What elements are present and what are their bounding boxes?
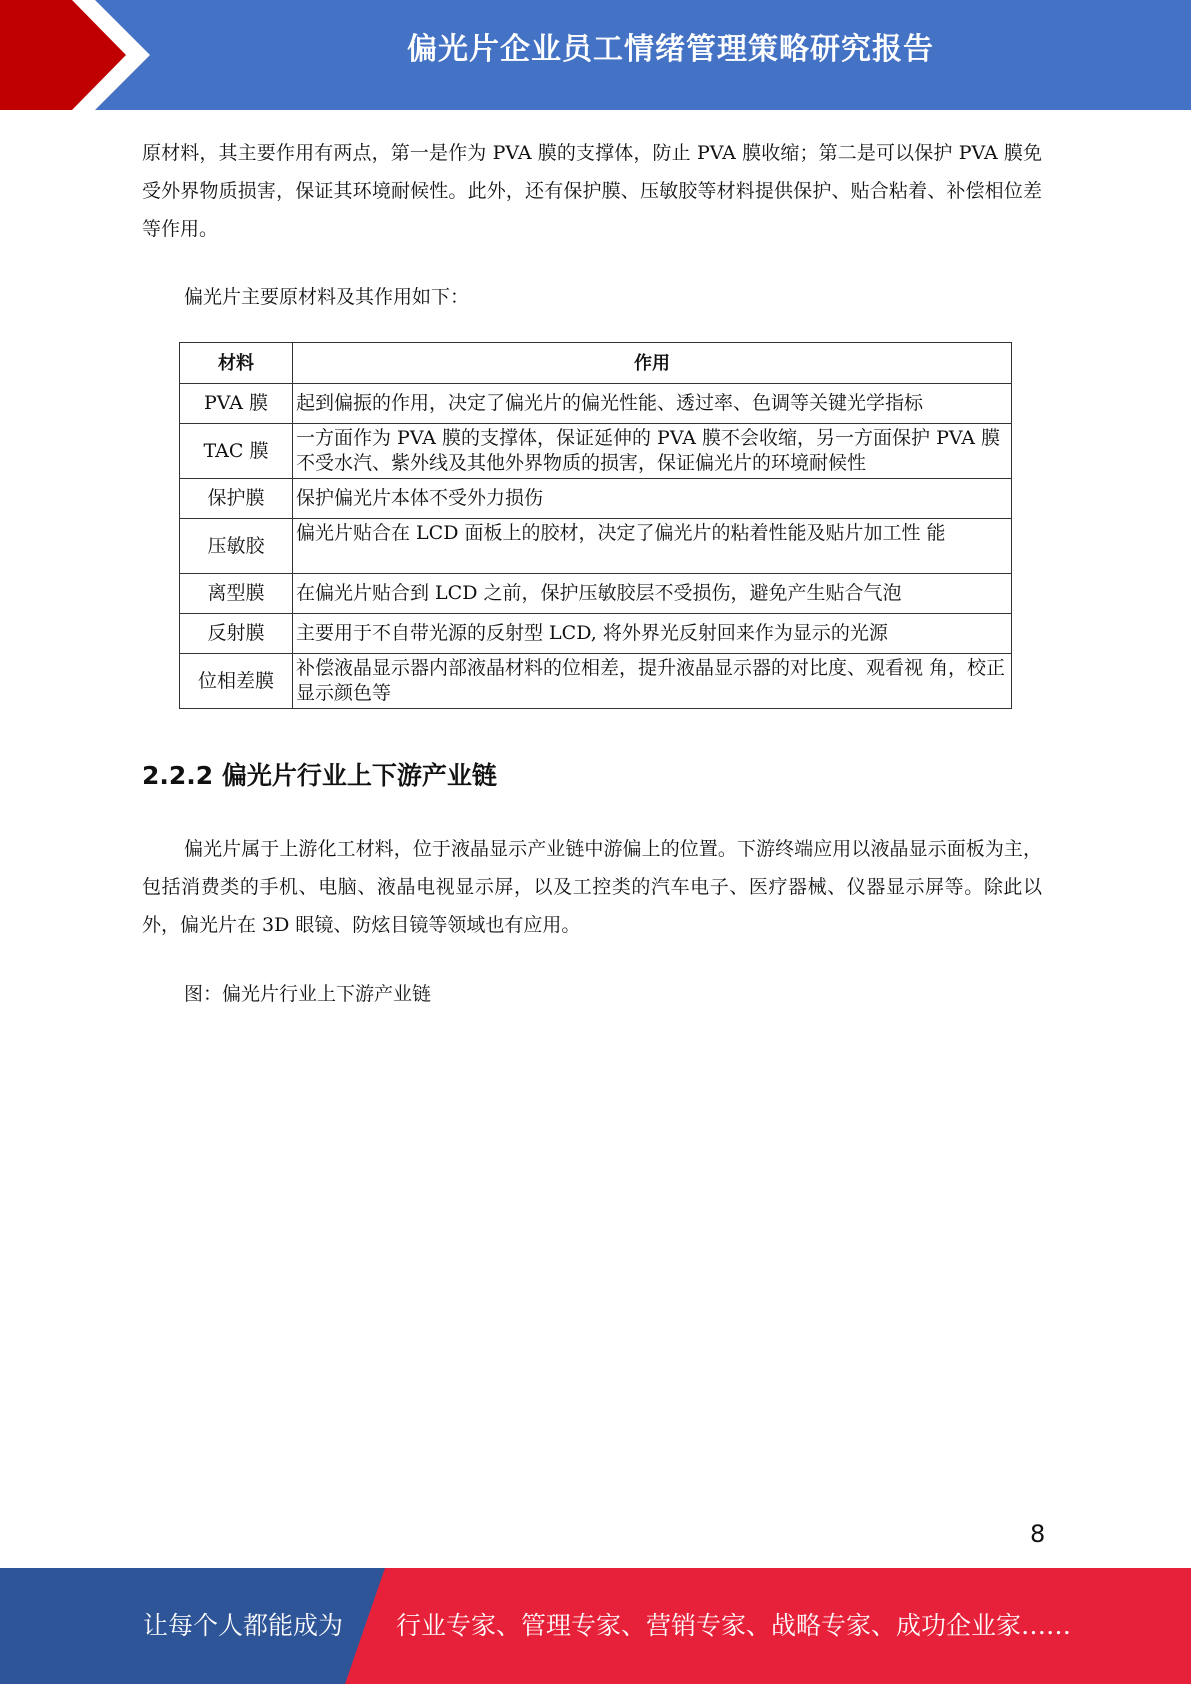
table-row	[180, 654, 1012, 709]
material-name: PVA 膜	[180, 384, 293, 424]
table-row	[180, 519, 1012, 574]
table-row	[180, 424, 1012, 479]
material-function: 补偿液晶显示器内部液晶材料的位相差，提升液晶显示器的对比度、观看视 角，校正显示颜色等	[293, 654, 1012, 709]
material-function: 保护偏光片本体不受外力损伤	[293, 479, 1012, 519]
material-function: 起到偏振的作用，决定了偏光片的偏光性能、透过率、色调等关键光学指标	[293, 384, 1012, 424]
document-title: 偏光片企业员工情绪管理策略研究报告	[407, 32, 934, 67]
figure-caption-block	[142, 975, 1042, 1013]
table-row	[180, 614, 1012, 654]
table-caption-block	[142, 278, 1042, 316]
material-function: 在偏光片贴合到 LCD 之前，保护压敏胶层不受损伤，避免产生贴合气泡	[293, 574, 1012, 614]
table-header-row	[180, 343, 1012, 384]
table-row	[180, 479, 1012, 519]
header-arrow-decoration	[0, 0, 160, 110]
table-caption: 偏光片主要原材料及其作用如下：	[184, 286, 470, 308]
table-row	[180, 384, 1012, 424]
body-paragraph: 偏光片属于上游化工材料，位于液晶显示产业链中游偏上的位置。下游终端应用以液晶显示面板为主，包括消费类的手机、电脑、液晶电视显示屏，以及工控类的汽车电子、医疗器械、仪器显示屏等。除此以外，偏光片在 3D 眼镜、防炫目镜等领域也有应用。	[142, 838, 1042, 936]
page-footer	[0, 1568, 1191, 1684]
intro-section	[142, 134, 1042, 248]
table-row	[180, 574, 1012, 614]
page-number: 8	[1030, 1520, 1046, 1548]
material-name: 保护膜	[180, 479, 293, 519]
body-section	[142, 830, 1042, 944]
section-heading: 2.2.2 偏光片行业上下游产业链	[142, 761, 497, 790]
material-name: 反射膜	[180, 614, 293, 654]
material-name: TAC 膜	[180, 424, 293, 479]
column-header-material: 材料	[180, 343, 293, 384]
figure-caption: 图：偏光片行业上下游产业链	[184, 983, 432, 1005]
footer-slogan-left: 让每个人都能成为	[143, 1611, 344, 1640]
footer-slogan-right: 行业专家、管理专家、营销专家、战略专家、成功企业家……	[396, 1611, 1072, 1640]
intro-paragraph: 原材料，其主要作用有两点，第一是作为 PVA 膜的支撑体，防止 PVA 膜收缩；第二是可以保护 PVA 膜免受外界物质损害，保证其环境耐候性。此外，还有保护膜、压敏胶等材料提供保护、贴合粘着、补偿相位差等作用。	[142, 142, 1042, 240]
page-header	[0, 0, 1191, 110]
column-header-function: 作用	[293, 343, 1012, 384]
material-name: 位相差膜	[180, 654, 293, 709]
material-function: 一方面作为 PVA 膜的支撑体，保证延伸的 PVA 膜不会收缩，另一方面保护 PVA 膜不受水汽、紫外线及其他外界物质的损害，保证偏光片的环境耐候性	[293, 424, 1012, 479]
material-name: 压敏胶	[180, 519, 293, 574]
material-function: 主要用于不自带光源的反射型 LCD, 将外界光反射回来作为显示的光源	[293, 614, 1012, 654]
material-name: 离型膜	[180, 574, 293, 614]
material-function: 偏光片贴合在 LCD 面板上的胶材，决定了偏光片的粘着性能及贴片加工性 能	[293, 519, 1012, 574]
materials-table	[179, 342, 1012, 709]
